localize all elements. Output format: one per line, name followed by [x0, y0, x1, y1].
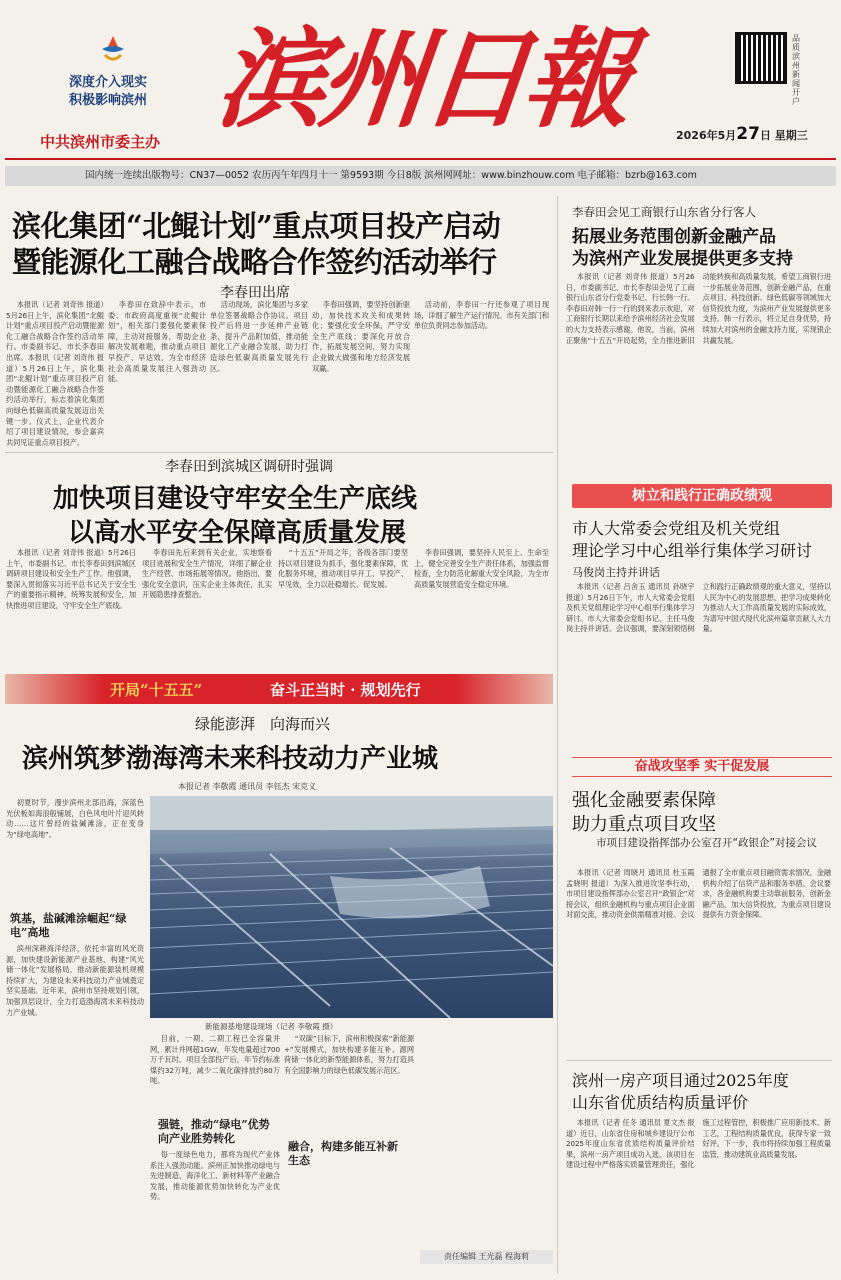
right-column-divider: [557, 196, 558, 1274]
right2-subhead: 马俊岗主持并讲话: [572, 566, 660, 579]
lead-headline-line-1: 滨化集团“北鲲计划”重点项目投产启动: [12, 209, 501, 243]
right3-body: 本报讯（记者 周晓月 通讯员 杜玉霞 孟晓明 报道）为深入推进攻坚季行动，市项目建设指挥部办公室召开“政银企”对接会议，组织金融机构与重点项目企业面对面交流，推动资金供需精准对接。会议通报了全市重点项目融资需求情况，金融机构介绍了信贷产品和服务举措。会议要求，各金融机构要主动靠前服务，创新金融产品，加大信贷投放，为重点项目建设提供有力资金保障。: [566, 868, 831, 920]
right2-headline-line-2: 理论学习中心组举行集体学习研讨: [572, 541, 813, 560]
safety-column-3: “十五五”开局之年，各级各部门要坚持以项目建设为抓手，强化要素保障，优化服务环境，推动项目早开工、早投产、早见效，全力以赴稳增长、促发展。: [278, 548, 408, 589]
right2-section-bar: [572, 484, 832, 508]
lead-column-5: 活动前，李春田一行还参观了项目现场，详细了解生产运行情况。市有关部门和单位负责同志参加活动。: [414, 300, 549, 331]
slogan-line-2: 积极影响滨州: [69, 93, 148, 108]
feature-byline: 本报记者 李敬霞 通讯员 李钰杰 宋克义: [178, 782, 317, 791]
right1-headline-line-1: 拓展业务范围创新金融产品: [572, 227, 776, 247]
qr-code: [735, 32, 787, 84]
right3-section-label: 奋战攻坚季 实干促发展: [634, 759, 770, 774]
masthead-divider: [5, 158, 836, 160]
lead-subhead: 李春田出席: [220, 285, 290, 301]
info-bar: [5, 166, 836, 186]
slogan-line-1: 深度介入现实: [69, 75, 148, 90]
feature-intro: 初夏时节，漫步滨州北部沿海，深蓝色光伏板如海浪般铺展，白色风电叶片迎风转动……这片曾经的盐碱滩涂，正在变身为“绿电高地”。: [6, 798, 144, 839]
plan-banner: [5, 674, 553, 704]
safety-headline-line-2: 以高水平安全保障高质量发展: [68, 518, 407, 548]
editor-credit: 责任编辑 王光磊 程海莉: [420, 1250, 553, 1264]
date-prefix: 2026年5月: [676, 129, 737, 142]
right1-headline-line-2: 为滨州产业发展提供更多支持: [572, 249, 793, 269]
sponsor-label: 中共滨州市委主办: [40, 133, 161, 151]
banner-right-text: 奋斗正当时 · 规划先行: [270, 681, 421, 699]
solar-field-photo: [150, 796, 553, 1018]
right3-subhead: 市项目建设指挥部办公室召开“政银企”对接会议: [596, 837, 817, 849]
right3-headline-line-1: 强化金融要素保障: [572, 790, 716, 811]
right3-section-bar: [572, 757, 832, 777]
right2-section-label: 树立和践行正确政绩观: [632, 488, 772, 504]
feature-column-3: 每一度绿色电力，都将为现代产业体系注入强劲动能。滨州正加快推动绿电与先进制造、海洋化工、新材料等产业融合发展，推动能源优势加快转化为产业优势。: [150, 1150, 280, 1202]
lead-column-1-text: 市委副书记、市长李春田出席。本报讯（记者 刘奇伟 报道）5月26日上午，滨化集团“北鲲计划”重点项目投产启动暨能源化工融合战略合作签约活动举行，标志着滨化集团向绿色低碳高质量发展迈出关键一步。仪式上，企业代表介绍了项目建设情况，参会嘉宾共同见证重点项目投产。: [6, 342, 104, 447]
feature-kicker: 绿能澎湃 向海而兴: [195, 715, 331, 733]
feature-column-4: “双碳”目标下，滨州积极探索“新能源+”发展模式，加快构建多能互补、源网荷储一体化的新型能源体系，努力打造具有全国影响力的绿色低碳发展示范区。: [284, 1034, 414, 1075]
feature-column-5: [420, 1034, 553, 1244]
qr-caption: 品质滨州 新闻开户: [792, 34, 800, 106]
lead-column-2: 李春田在致辞中表示，市委、市政府高度重视“北鲲计划”，相关部门要强化要素保障，主动对接服务，帮助企业解决发展难题，推动重点项目早投产、早达效，为全市经济社会高质量发展注入强劲动能。: [108, 300, 206, 384]
feature-column-1: 滨州深耕海洋经济，依托丰富的风光资源，加快建设新能源产业基地，构建“风光储一体化”发展格局，推动新能源装机规模持续扩大，为建设未来科技动力产业城奠定坚实基础。近年来，滨州市坚持规划引领，加强顶层设计，全力打造渤海湾未来科技动力产业城。: [6, 944, 144, 1017]
feature-headline: 滨州筑梦渤海湾未来科技动力产业城: [22, 744, 439, 774]
lead-byline: 本报讯（记者 刘奇伟 报道）5月26日上午，滨化集团“北鲲计划”重点项目投产启动暨能源化工融合战略合作签约活动举行。: [6, 300, 104, 352]
masthead: [0, 0, 841, 190]
right2-headline-line-1: 市人大常委会党组及机关党组: [572, 519, 781, 538]
right1-body: 本报讯（记者 刘奇伟 报道）5月26日，市委副书记、市长李春田会见了工商银行山东省分行党委书记、行长韩一行。李春田对韩一行一行的到来表示欢迎，对工商银行长期以来给予滨州经济社会发展的大力支持表示感谢。他说，当前，滨州正聚焦“十五五”开局起势，全力推进新旧动能转换和高质量发展，希望工商银行进一步拓展业务范围，创新金融产品，在重点项目、科技创新、绿色低碳等领域加大信贷投放力度，为滨州产业发展提供更多支持。韩一行表示，将立足自身优势，持续加大对滨州的金融支持力度，实现银企共赢发展。: [566, 272, 831, 345]
info-bar-text: 国内统一连续出版物号：CN37—0052 农历丙午年四月十一 第9593期 今日8版 滨州网网址：www.binzhouw.com 电子邮箱：bzrb@163.com: [85, 170, 697, 181]
newspaper-title: 滨州日報: [211, 17, 633, 143]
right4-headline-line-1: 滨州一房产项目通过2025年度: [572, 1071, 789, 1090]
feature-subhead-3: 融合，构建多能互补新生态: [288, 1140, 398, 1167]
lead-column-4: 李春田强调，要坚持创新驱动，加快技术攻关和成果转化；要强化安全环保，严守安全生产底线；要深化开放合作，拓展发展空间，努力实现企业做大做强和地方经济发展双赢。: [312, 300, 410, 373]
date-suffix: 日 星期三: [759, 129, 808, 142]
safety-kicker: 李春田到滨城区调研时强调: [165, 459, 333, 475]
right3-bottom-rule: [566, 1060, 832, 1061]
newspaper-logo-icon: [96, 33, 130, 67]
solar-field-illustration: [150, 796, 553, 1018]
safety-column-1: 本报讯（记者 刘奇伟 报道）5月26日上午，市委副书记、市长李春田到滨城区调研项目建设和安全生产工作。他强调，要深入贯彻落实习近平总书记关于安全生产的重要指示精神，统筹发展和安全，加快推进项目建设，守牢安全生产底线。: [6, 548, 136, 610]
right2-body: 本报讯（记者 吕舍玉 通讯员 孙晓宇 报道）5月26日下午，市人大常委会党组及机关党组理论学习中心组举行集体学习研讨。市人大常委会党组书记、主任马俊岗主持并讲话。会议强调，要深刻领悟树立和践行正确政绩观的重大意义，坚持以人民为中心的发展思想，把学习成果转化为推动人大工作高质量发展的实际成效，为谱写中国式现代化滨州篇章贡献人大力量。: [566, 582, 831, 634]
safety-column-2: 李春田先后来到有关企业，实地察看项目进展和安全生产情况，详细了解企业生产经营、市场拓展等情况。他指出，要强化安全意识，压实企业主体责任，扎实开展隐患排查整治。: [142, 548, 272, 600]
feature-subhead-1: 筑基，盐碱滩涂崛起“绿电”高地: [10, 912, 127, 939]
lead-column-1: [6, 300, 104, 450]
lead-column-3: 活动现场，滨化集团与多家单位签署战略合作协议。项目投产后将进一步延伸产业链条，提升产品附加值，推动能源化工产业融合发展，助力打造绿色低碳高质量发展先行区。: [210, 300, 308, 373]
issue-date: [676, 124, 808, 144]
right4-headline-line-2: 山东省优质结构质量评价: [572, 1093, 749, 1112]
feature-subhead-2: 强链，推动“绿电”优势向产业胜势转化: [158, 1118, 270, 1145]
safety-column-4: 李春田强调，要坚持人民至上、生命至上，健全完善安全生产责任体系，加强监督检查，全力防范化解重大安全风险，为全市高质量发展营造安全稳定环境。: [414, 548, 549, 589]
right4-body: 本报讯（记者 任冬 通讯员 夏文杰 报道）近日，山东省住房和城乡建设厅公布2025年度山东省优质结构质量评价结果，滨州一房产项目成功入选。该项目在建设过程中严格落实质量管理责任，强化施工过程管控，积极推广应用新技术、新工艺，工程结构质量优良，获得专家一致好评。下一步，我市将持续加强工程质量监管，推动建筑业高质量发展。: [566, 1118, 831, 1170]
photo-caption: 新能源基地建设现场（记者 李敬霞 摄）: [205, 1022, 338, 1031]
banner-left-text: 开局“十五五”: [110, 681, 203, 699]
date-day: 27: [736, 124, 760, 144]
right3-headline-line-2: 助力重点项目攻坚: [572, 814, 716, 835]
lead-bottom-rule: [5, 452, 553, 453]
lead-headline-line-2: 暨能源化工融合战略合作签约活动举行: [12, 245, 497, 279]
safety-headline-line-1: 加快项目建设守牢安全生产底线: [53, 484, 418, 514]
right1-kicker: 李春田会见工商银行山东省分行客人: [572, 205, 756, 219]
feature-column-2: 目前，一期、二期工程已全容量并网，累计并网超1GW，年发电量超过700万千瓦时。项目全部投产后，年节约标准煤约32万吨，减少二氧化碳排放约80万吨。: [150, 1034, 280, 1086]
